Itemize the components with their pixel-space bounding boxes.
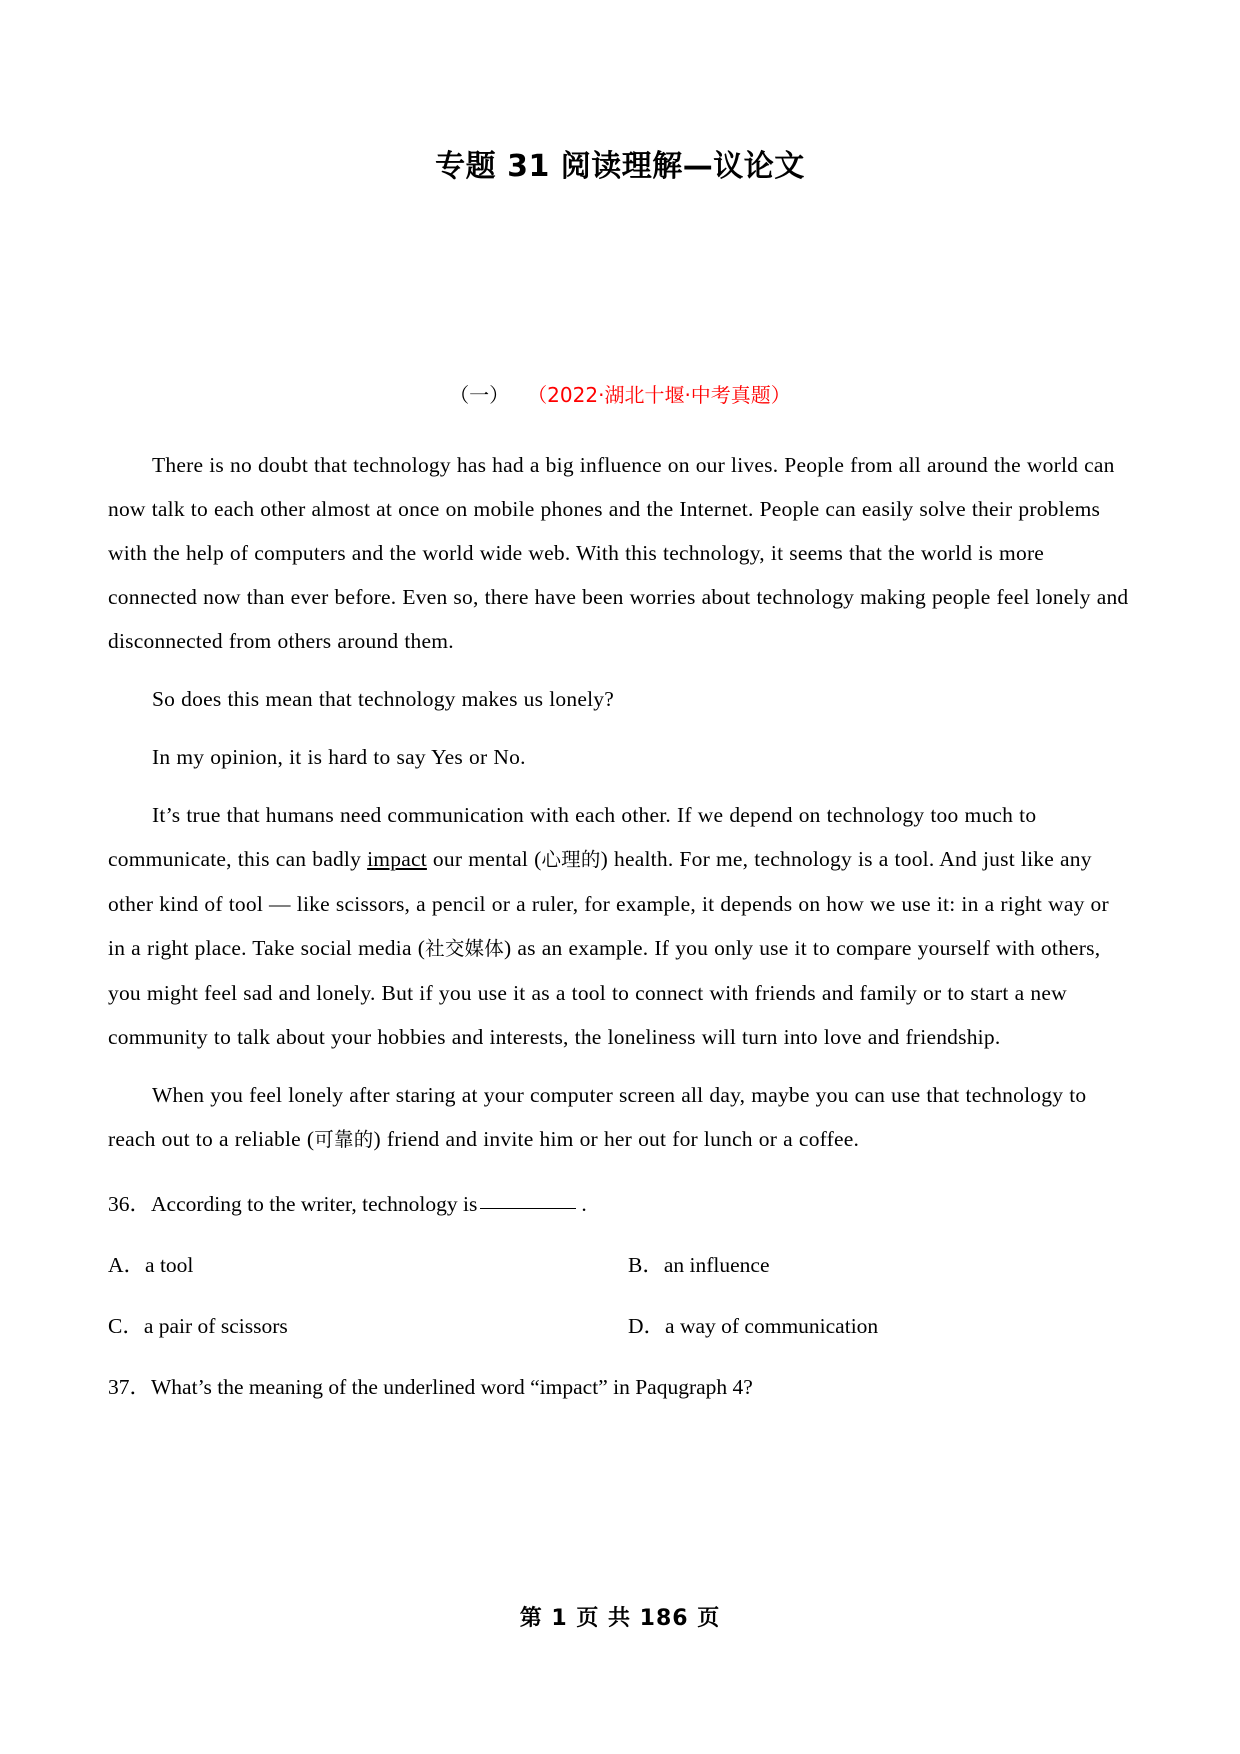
passage-paragraph (108, 677, 1132, 721)
chinese-gloss: 社交媒体 (425, 936, 504, 960)
option-a-text: a tool (145, 1252, 194, 1277)
option-c-text: a pair of scissors (143, 1313, 288, 1338)
chinese-gloss: 可靠的 (314, 1127, 374, 1151)
question-text-tail: . (581, 1191, 587, 1216)
section-number: （一） (449, 382, 510, 407)
passage-body (108, 409, 1132, 1162)
answer-blank[interactable] (480, 1208, 576, 1209)
option-b-text: an influence (663, 1252, 770, 1277)
option-d[interactable] (620, 1304, 1132, 1348)
question-stem (108, 1365, 1132, 1409)
question-number: 37． (108, 1374, 152, 1399)
option-c[interactable] (108, 1304, 620, 1348)
page-title: 专题 31 阅读理解—议论文 (435, 149, 805, 184)
question-text: What’s the meaning of the underlined word “impact” in Paqugraph 4? (151, 1374, 753, 1399)
question-stem (108, 1182, 1132, 1226)
text-run: So does this mean that technology makes us lonely? (152, 686, 615, 711)
option-b[interactable] (620, 1243, 1132, 1287)
text-run: ) friend and invite him or her out for lunch or a coffee. (373, 1126, 860, 1151)
text-run: In my opinion, it is hard to say Yes or No. (152, 744, 526, 769)
option-a[interactable] (108, 1243, 620, 1287)
text-run: ) health. For me, technology is a tool. And just like any other kind of tool — like scissors, a pencil or a ruler, for example, it depends on how we use it: in a right way or in a right place. Take social media ( (108, 846, 1109, 960)
option-d-text: a way of communication (665, 1313, 879, 1338)
text-run: It’s true that humans need communication with each other. If we depend on technology too much to communicate, this can badly (108, 802, 1037, 871)
section-source-label: （2022·湖北十堰·中考真题） (537, 382, 791, 407)
text-run: When you feel lonely after staring at your computer screen all day, maybe you can use that technology to reach out to a reliable ( (108, 1082, 1087, 1151)
option-b-label: B． (628, 1252, 664, 1277)
question-list (108, 1162, 1132, 1409)
section-heading (108, 186, 1132, 409)
text-run: our mental ( (426, 846, 542, 871)
option-d-label: D． (628, 1313, 666, 1338)
passage-paragraph (108, 1073, 1132, 1162)
passage-paragraph (108, 735, 1132, 779)
page-footer: 第 1 页 共 186 页 (519, 1606, 721, 1631)
text-run: ) as an example. If you only use it to compare yourself with others, you might feel sad and lonely. But if you use it as a tool to connect with friends and family or to start a new community to talk about your hobbies and interests, the loneliness will turn into love and friendship. (108, 935, 1101, 1049)
underlined-word: impact (367, 846, 427, 871)
question-number: 36． (108, 1191, 152, 1216)
chinese-gloss: 心理的 (541, 847, 601, 871)
option-row (108, 1304, 1132, 1348)
passage-paragraph (108, 443, 1132, 663)
question-text: According to the writer, technology is (151, 1191, 478, 1216)
text-run: There is no doubt that technology has had a big influence on our lives. People from all around the world can now talk to each other almost at once on mobile phones and the Internet. People can easily solve their problems with the help of computers and the world wide web. With this technology, it seems that the world is more connected now than ever before. Even so, there have been worries about technology making people feel lonely and disconnected from others around them. (108, 452, 1129, 653)
option-c-label: C． (108, 1313, 144, 1338)
passage-paragraph (108, 793, 1132, 1059)
option-row (108, 1243, 1132, 1287)
option-a-label: A． (108, 1252, 146, 1277)
